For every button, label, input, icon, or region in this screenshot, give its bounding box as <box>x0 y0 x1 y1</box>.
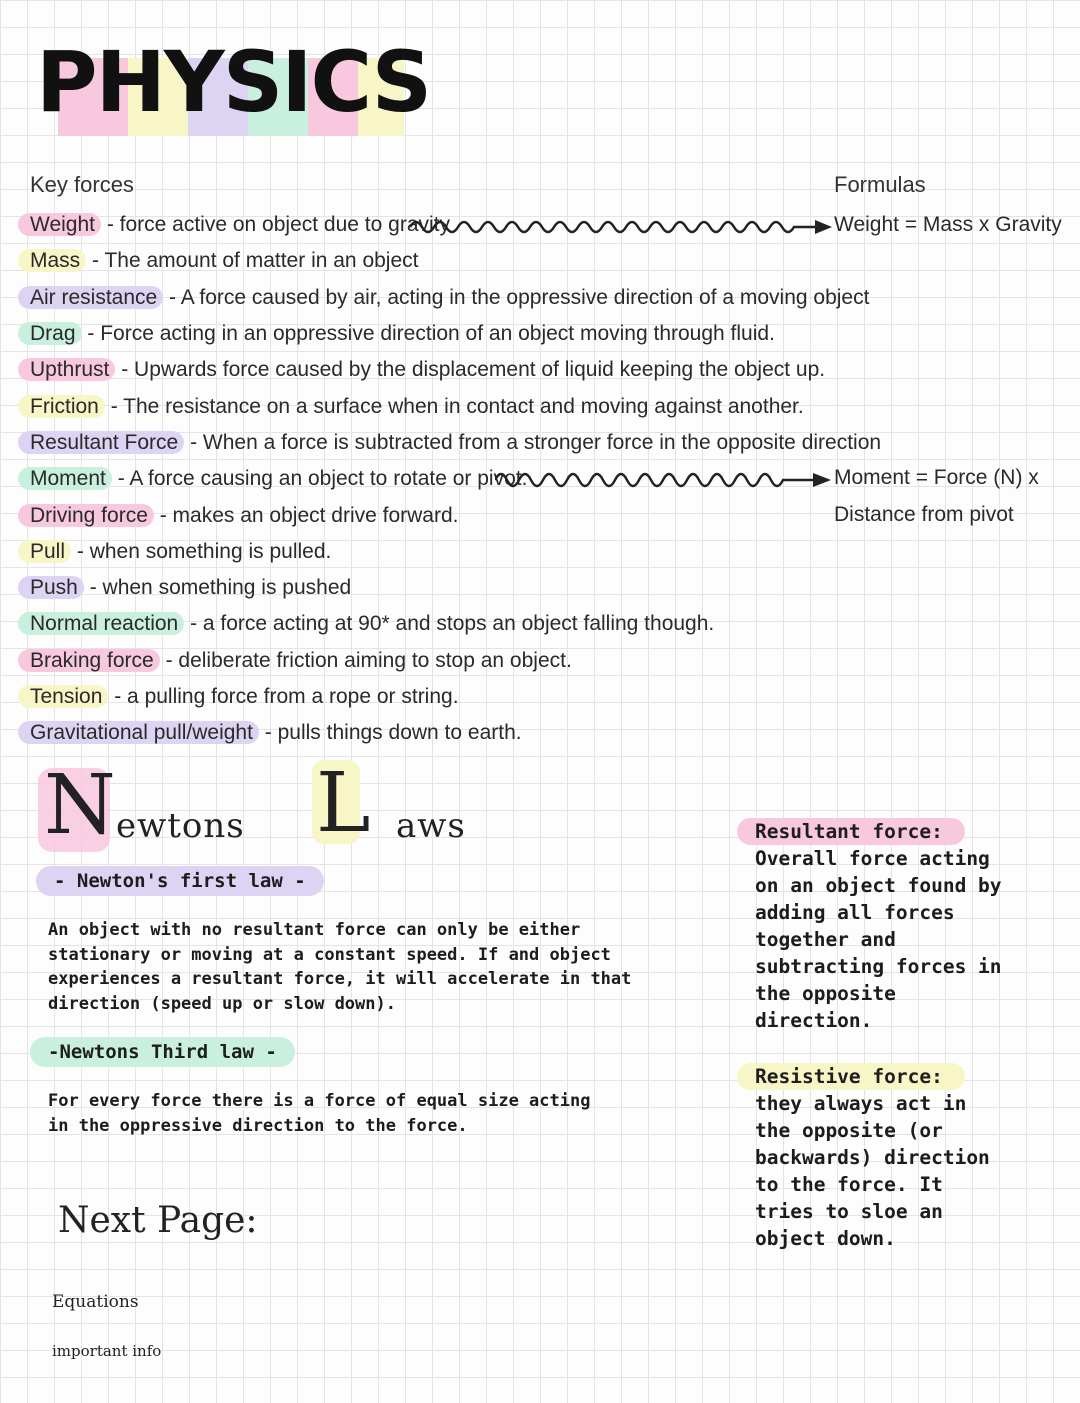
force-row <box>30 246 418 276</box>
newtons-big-n: N <box>44 758 116 853</box>
force-desc: - pulls things down to earth. <box>258 721 522 744</box>
force-term: Mass <box>18 249 86 272</box>
force-term: Resultant Force <box>18 431 184 454</box>
force-term: Moment <box>18 467 112 490</box>
force-term: Braking force <box>18 649 160 672</box>
force-term: Upthrust <box>18 358 115 381</box>
force-term: Gravitational pull/weight <box>18 721 259 744</box>
newtons-word: ewtons <box>116 806 245 846</box>
force-desc: - The amount of matter in an object <box>86 249 419 272</box>
force-desc: - Force acting in an oppressive direction of an object moving through fluid. <box>81 322 775 345</box>
resistive-note <box>755 1065 1055 1252</box>
force-row <box>30 392 804 422</box>
next-page-important-info: important info <box>52 1342 162 1360</box>
force-term: Normal reaction <box>18 612 184 635</box>
force-desc: - When a force is subtracted from a stronger force in the opposite direction <box>184 431 882 454</box>
force-desc: - The resistance on a surface when in contact and moving against another. <box>104 395 804 418</box>
force-desc: - deliberate friction aiming to stop an object. <box>159 649 572 672</box>
force-desc: - makes an object drive forward. <box>153 504 459 527</box>
resistive-text: they always act in the opposite (or backwards) direction to the force. It tries to sloe an object down. <box>755 1092 990 1250</box>
formula-weight: Weight = Mass x Gravity <box>834 213 1062 236</box>
force-row <box>30 537 331 567</box>
force-row <box>30 464 527 494</box>
force-term: Push <box>18 576 84 599</box>
force-desc: - force active on object due to gravity <box>100 213 450 236</box>
force-desc: - A force causing an object to rotate or pivot. <box>111 467 528 490</box>
laws-word: aws <box>396 806 466 846</box>
first-law-text: An object with no resultant force can only be either stationary or moving at a constant speed. If and object experiences a resultant force, it will accelerate in that direction (speed up or slow down). <box>48 920 632 1014</box>
formulas-heading: Formulas <box>834 172 926 197</box>
force-desc: - when something is pushed <box>83 576 352 599</box>
force-row <box>30 646 572 676</box>
formula-moment-line1: Moment = Force (N) x <box>834 466 1039 489</box>
force-term: Air resistance <box>18 286 163 309</box>
force-term: Tension <box>18 685 108 708</box>
resultant-text: Overall force acting on an object found by adding all forces together and subtracting forces in the opposite direction. <box>755 847 1002 1032</box>
third-law-label: -Newtons Third law - <box>30 1037 295 1067</box>
force-row <box>30 210 450 240</box>
force-desc: - Upwards force caused by the displacement of liquid keeping the object up. <box>115 358 826 381</box>
force-desc: - when something is pulled. <box>71 540 332 563</box>
force-row <box>30 501 459 531</box>
force-desc: - a pulling force from a rope or string. <box>108 685 459 708</box>
key-forces-heading: Key forces <box>30 172 134 197</box>
force-desc: - A force caused by air, acting in the oppressive direction of a moving object <box>163 286 870 309</box>
force-term: Weight <box>18 213 101 236</box>
force-term: Friction <box>18 395 105 418</box>
force-term: Drag <box>18 322 82 345</box>
resistive-heading: Resistive force: <box>737 1063 965 1090</box>
force-term: Pull <box>18 540 71 563</box>
force-desc: - a force acting at 90* and stops an object falling though. <box>184 612 715 635</box>
force-row <box>30 609 714 639</box>
squiggle-arrow-moment <box>495 465 835 495</box>
force-row <box>30 319 775 349</box>
next-page-heading: Next Page: <box>58 1200 258 1241</box>
next-page-equations: Equations <box>52 1292 139 1312</box>
laws-big-l: L <box>316 756 371 851</box>
page-title: PHYSICS <box>36 33 431 131</box>
force-term: Driving force <box>18 504 154 527</box>
force-row <box>30 682 459 712</box>
third-law-text: For every force there is a force of equal size acting in the oppressive direction to the force. <box>48 1091 591 1136</box>
force-row <box>30 428 881 458</box>
force-row <box>30 283 869 313</box>
force-row <box>30 718 522 748</box>
resultant-heading: Resultant force: <box>737 818 965 845</box>
force-row <box>30 355 825 385</box>
force-row <box>30 573 351 603</box>
squiggle-arrow-weight <box>410 212 835 242</box>
formula-moment-line2: Distance from pivot <box>834 503 1014 526</box>
first-law-label: - Newton's first law - <box>36 866 324 896</box>
resultant-note <box>755 820 1055 1034</box>
